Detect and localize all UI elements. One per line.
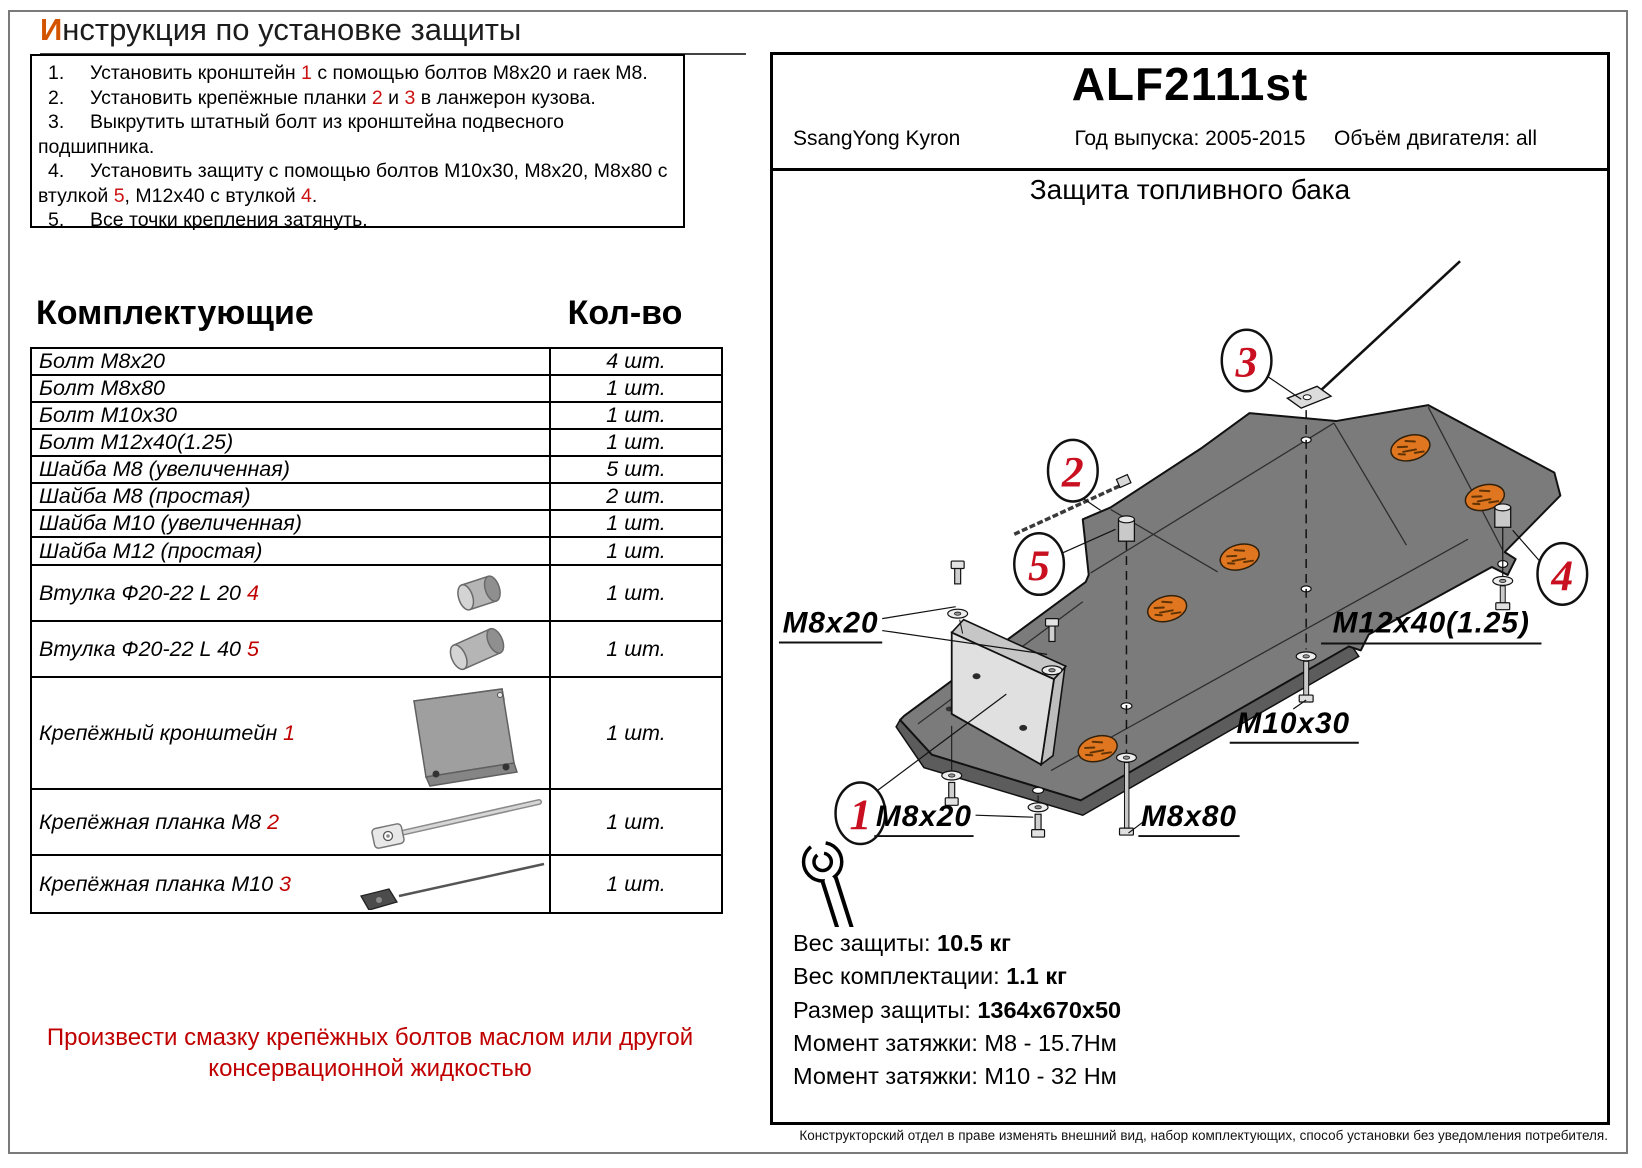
drawing-title: Защита топливного бака [1029, 174, 1351, 205]
instruction-item [38, 110, 677, 159]
instruction-text: Установить крепёжные планки [90, 86, 372, 109]
part-reference-number: 1 [301, 62, 312, 84]
callout-3-number: 3 [1235, 338, 1258, 387]
bushing-image [445, 622, 509, 676]
spec-label: Момент затяжки: [793, 1063, 985, 1090]
component-name-text: Шайба М10 (увеличенная) [39, 511, 302, 535]
instruction-text: и [382, 86, 405, 109]
bracket-image [384, 679, 534, 787]
component-row [31, 537, 722, 565]
instruction-text: Установить защиту с помощью болтов М10х30, М8х20, М8х80 с втулкой [38, 160, 668, 207]
strip-image [339, 858, 549, 910]
component-row [31, 429, 722, 456]
component-name-text: Болт М8х80 [39, 376, 166, 400]
component-name-text: Болт М12х40(1.25) [39, 430, 234, 454]
components-heading: Комплектующие [36, 294, 314, 332]
callout-2 [1048, 440, 1098, 502]
component-name [31, 677, 550, 789]
component-image [445, 622, 509, 676]
component-row [31, 677, 722, 789]
callout-5 [1014, 533, 1064, 595]
instruction-number: 1. [48, 62, 65, 84]
spec-value: М8 - 15.7Нм [984, 1030, 1117, 1057]
component-name [31, 789, 550, 855]
component-row [31, 456, 722, 483]
lubrication-note: Произвести смазку крепёжных болтов маслом или другой консервационной жидкостью [46, 1024, 694, 1083]
label-m8x20-top: М8х20 [782, 606, 879, 640]
instruction-item [38, 61, 677, 86]
component-name [31, 429, 550, 456]
component-quantity: 1 шт. [550, 677, 722, 789]
component-row [31, 789, 722, 855]
component-name [31, 855, 550, 913]
instruction-text: , М12х40 с втулкой [124, 184, 302, 207]
label-m10x30: М10х30 [1236, 706, 1351, 740]
part-number: ALF2111st [1071, 58, 1309, 110]
component-name-text: Шайба М8 (простая) [39, 484, 251, 508]
instruction-text: . [311, 184, 318, 207]
instruction-text: Все точки крепления затянуть. [90, 209, 368, 232]
component-image [384, 679, 534, 787]
component-row [31, 348, 722, 375]
instruction-number: 5. [48, 209, 65, 232]
part-reference-number: 3 [404, 86, 416, 109]
component-name [31, 537, 550, 565]
bushing-5-part [1119, 516, 1135, 541]
component-image [339, 794, 549, 850]
spec-value: 10.5 кг [937, 930, 1011, 956]
component-name [31, 565, 550, 621]
instruction-number: 3. [48, 111, 65, 134]
bushing-4-part [1495, 504, 1511, 527]
assembly-drawing [773, 207, 1607, 927]
disclaimer-text: Конструкторский отдел в праве изменять внешний вид, набор комплектующих, способ установки без уведомления потребителя. [799, 1128, 1608, 1143]
component-quantity: 1 шт. [550, 789, 722, 855]
callout-5-number: 5 [1028, 541, 1051, 590]
component-row [31, 855, 722, 913]
strip-image [339, 794, 549, 850]
component-name-text: Крепёжная планка М10 [39, 871, 274, 896]
label-m12x40: М12х40(1.25) [1332, 606, 1530, 640]
component-quantity: 2 шт. [550, 483, 722, 510]
component-name-text: Втулка Ф20-22 L 40 [39, 636, 242, 661]
component-name-text: Шайба М12 (простая) [39, 538, 263, 563]
component-quantity: 1 шт. [550, 537, 722, 565]
spec-line [793, 1027, 1121, 1060]
component-reference-number: 3 [273, 871, 292, 896]
instruction-item [38, 159, 677, 208]
callout-4 [1538, 543, 1588, 605]
component-reference-number: 1 [277, 720, 296, 745]
component-quantity: 1 шт. [550, 565, 722, 621]
spec-label: Вес комплектации: [793, 963, 1007, 990]
spec-line [793, 1060, 1121, 1093]
part-reference-number: 5 [113, 184, 125, 207]
bushing-image [449, 568, 509, 618]
instruction-text: Установить кронштейн [90, 62, 302, 84]
component-row [31, 483, 722, 510]
component-name-text: Шайба М8 (увеличенная) [39, 457, 290, 481]
component-name [31, 621, 550, 677]
component-image [339, 858, 549, 910]
instruction-text: Выкрутить штатный болт из кронштейна подвесного подшипника. [38, 111, 564, 158]
component-image [449, 568, 509, 618]
component-quantity: 1 шт. [550, 510, 722, 537]
wrench-icon [799, 831, 857, 927]
installation-steps-box [30, 54, 685, 232]
instruction-item [38, 208, 677, 233]
callout-2-number: 2 [1061, 448, 1084, 497]
spec-label: Вес защиты: [793, 930, 938, 956]
part-reference-number: 4 [301, 184, 312, 207]
component-reference-number: 5 [241, 636, 259, 661]
product-panel [770, 52, 1610, 1125]
component-name [31, 348, 550, 375]
component-quantity: 1 шт. [550, 402, 722, 429]
instruction-number: 4. [48, 160, 65, 183]
spec-label: Момент затяжки: [793, 1030, 985, 1057]
component-name [31, 483, 550, 510]
title-accent-letter: И [40, 12, 63, 47]
component-row [31, 375, 722, 402]
components-table [30, 347, 723, 914]
callout-4-number: 4 [1551, 551, 1574, 600]
instruction-text: в ланжерон кузова. [415, 86, 596, 109]
label-m8x80: М8х80 [1141, 800, 1237, 834]
component-quantity: 1 шт. [550, 621, 722, 677]
spec-line [793, 994, 1121, 1027]
vehicle-name: SsangYong Kyron [793, 127, 961, 150]
production-years: Год выпуска: 2005-2015 [1074, 127, 1306, 150]
quantity-heading: Кол-во [567, 294, 683, 332]
component-quantity: 1 шт. [550, 855, 722, 913]
component-reference-number: 2 [261, 809, 280, 834]
component-quantity: 4 шт. [550, 348, 722, 375]
spec-value: 1364х670х50 [977, 996, 1122, 1023]
component-name-text: Болт М10х30 [39, 403, 177, 427]
component-name [31, 375, 550, 402]
label-m8x20-bottom: М8х20 [875, 800, 972, 834]
component-row [31, 621, 722, 677]
page-title [40, 12, 746, 55]
component-quantity: 5 шт. [550, 456, 722, 483]
engine-volume: Объём двигателя: all [1334, 127, 1537, 150]
spec-label: Размер защиты: [793, 996, 978, 1023]
instruction-number: 2. [48, 86, 65, 109]
callout-1-number: 1 [849, 791, 872, 840]
component-name [31, 456, 550, 483]
spec-value: 1.1 кг [1006, 963, 1067, 990]
component-name-text: Крепёжная планка М8 [39, 809, 262, 834]
component-name [31, 402, 550, 429]
spec-list [793, 927, 1121, 1094]
component-name [31, 510, 550, 537]
instruction-text: с помощью болтов М8х20 и гаек М8. [311, 62, 648, 84]
component-name-text: Втулка Ф20-22 L 20 [39, 580, 242, 605]
component-reference-number: 4 [241, 580, 259, 605]
component-row [31, 565, 722, 621]
title-text: нструкция по установке защиты [62, 12, 522, 47]
part-reference-number: 2 [371, 86, 383, 109]
spec-value: М10 - 32 Нм [984, 1063, 1117, 1090]
instruction-item [38, 86, 677, 111]
spec-line [793, 927, 1121, 960]
spec-line [793, 960, 1121, 993]
component-name-text: Болт М8х20 [39, 349, 166, 373]
component-quantity: 1 шт. [550, 375, 722, 402]
component-name-text: Крепёжный кронштейн [39, 720, 278, 745]
component-row [31, 402, 722, 429]
panel-header [773, 55, 1607, 171]
component-quantity: 1 шт. [550, 429, 722, 456]
strip-m10-part [1287, 261, 1460, 408]
component-row [31, 510, 722, 537]
callout-3 [1222, 330, 1272, 392]
